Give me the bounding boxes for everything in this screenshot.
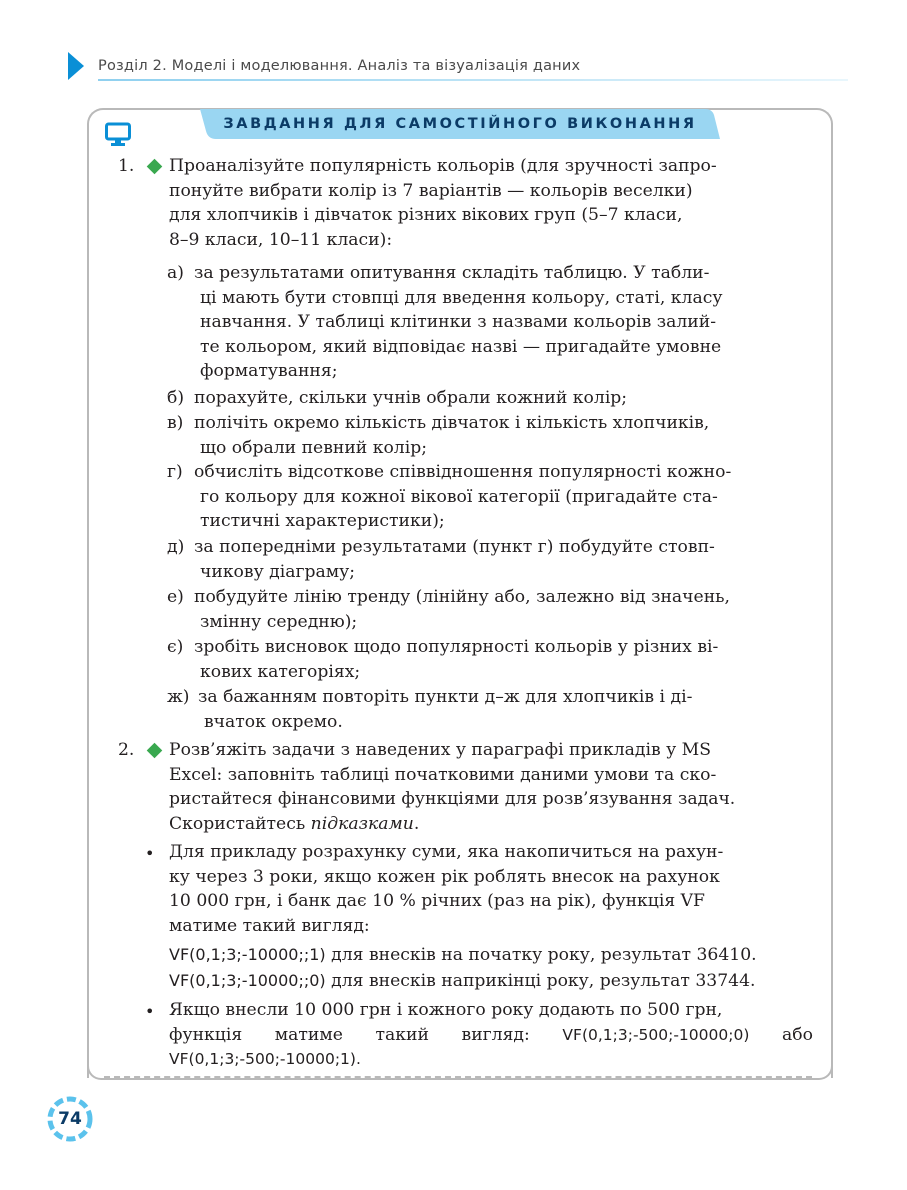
item-label: а) [167, 263, 184, 283]
task-number: 2. [118, 740, 135, 760]
text-line: форматування; [200, 361, 338, 381]
item-label: б) [167, 388, 185, 408]
text-line: кових категоріях; [200, 661, 361, 682]
text-line: побудуйте лінію тренду (лінійну або, залежно від значень, [194, 587, 730, 607]
text-span: для внесків на початку року, результат 36410. [325, 945, 757, 965]
text-line: Проаналізуйте популярність кольорів (для зручності запро- [169, 156, 717, 176]
text-line: ристайтеся фінансовими функціями для розв’язування задач. [169, 789, 736, 809]
section-title: ЗАВДАННЯ ДЛЯ САМОСТІЙНОГО ВИКОНАННЯ [223, 116, 697, 132]
formula-line [169, 943, 801, 968]
text-line: го кольору для кожної вікової категорії (пригадайте ста- [200, 486, 718, 507]
text-line: змінну середню); [200, 611, 358, 632]
bullet-icon: • [145, 844, 155, 863]
text-span: для внесків наприкінці року, результат 33744. [325, 971, 756, 991]
hint-link: підказками [310, 813, 414, 834]
text-line: те кольором, який відповідає назві — пригадайте умовне [200, 336, 722, 357]
text-span: або [782, 1024, 813, 1045]
text-line: 10 000 грн, і банк дає 10 % річних (раз на рік), функція VF [169, 891, 705, 911]
text-line: вчаток окремо. [204, 711, 343, 732]
text-line: матиме такий вигляд: [169, 915, 370, 936]
text-span: . [413, 813, 420, 834]
text-line: ку через 3 роки, якщо кожен рік роблять внесок на рахунок [169, 866, 720, 887]
text-line: зробіть висновок щодо популярності кольорів у різних ві- [194, 637, 719, 657]
text-span: такий [375, 1024, 429, 1045]
text-line: що обрали певний колір; [200, 437, 428, 458]
page-number-badge [46, 1095, 94, 1143]
text-line [169, 1023, 813, 1048]
text-line: Excel: заповніть таблиці початковими даними умови та ско- [169, 764, 717, 785]
text-span: Скористайтесь [169, 813, 311, 834]
chapter-title: Розділ 2. Моделі і моделювання. Аналіз та візуалізація даних [98, 58, 581, 74]
text-line: навчання. У таблиці клітинки з назвами кольорів залий- [200, 312, 717, 332]
text-line: полічіть окремо кількість дівчаток і кількість хлопчиків, [194, 413, 710, 433]
item-label: д) [167, 537, 185, 557]
text-span: функція [169, 1024, 243, 1045]
text-line: тистичні характеристики); [200, 511, 445, 531]
monitor-icon [105, 122, 131, 148]
text-line: Якщо внесли 10 000 грн і кожного року додають по 500 грн, [169, 1000, 723, 1020]
page-number: 74 [58, 1109, 82, 1129]
formula-line [169, 969, 801, 994]
text-line: за попередніми результатами (пункт г) побудуйте стовп- [194, 537, 715, 557]
text-line: ці мають бути стовпці для введення кольору, статі, класу [200, 287, 723, 308]
item-label: г) [167, 462, 183, 482]
text-line: порахуйте, скільки учнів обрали кожний колір; [194, 388, 628, 408]
text-line: для хлопчиків і дівчаток різних вікових груп (5–7 класи, [169, 205, 683, 225]
item-label: е) [167, 587, 184, 607]
text-span: вигляд: [461, 1024, 530, 1045]
text-line: за бажанням повторіть пункти д–ж для хлопчиків і ді- [198, 687, 693, 707]
dashed-divider [104, 1076, 812, 1078]
formula: VF(0,1;3;-10000;;0) [169, 971, 326, 990]
section-tab [200, 109, 720, 139]
item-label: в) [167, 413, 184, 433]
text-line: обчисліть відсоткове співвідношення популярності кожно- [194, 462, 732, 482]
task-number: 1. [118, 156, 135, 176]
text-line: Для прикладу розрахунку суми, яка накопичиться на рахун- [169, 842, 724, 862]
chapter-header [68, 48, 848, 86]
text-line [169, 812, 801, 837]
text-line: чикову діаграму; [200, 561, 356, 582]
item-label: ж) [167, 687, 190, 707]
item-label: є) [167, 637, 184, 657]
text-line: 8–9 класи, 10–11 класи): [169, 229, 393, 250]
formula: VF(0,1;3;-500;-10000;0) [562, 1025, 750, 1044]
formula: VF(0,1;3;-500;-10000;1). [169, 1050, 361, 1068]
chevron-right-icon [68, 52, 84, 80]
text-line: Розв’яжіть задачи з наведених у параграфі прикладів у MS [169, 740, 712, 760]
text-line: понуйте вибрати колір із 7 варіантів — кольорів веселки) [169, 180, 693, 201]
text-span: матиме [274, 1024, 343, 1045]
header-divider [98, 79, 848, 81]
bullet-icon: • [145, 1002, 155, 1021]
text-line: за результатами опитування складіть таблицю. У табли- [194, 263, 710, 283]
formula: VF(0,1;3;-10000;;1) [169, 945, 326, 964]
